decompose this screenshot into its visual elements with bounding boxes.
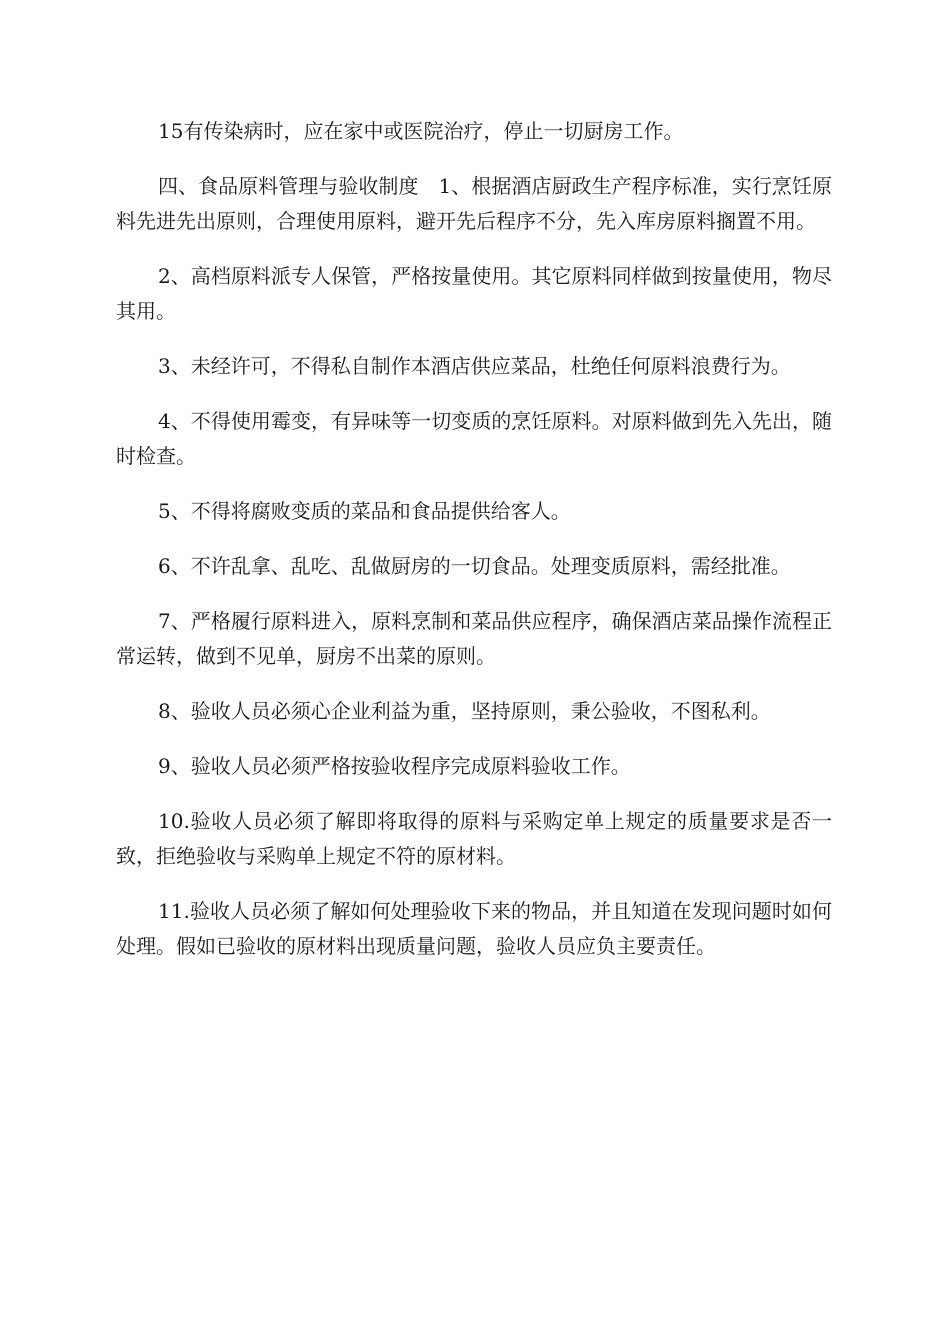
- paragraph-rule-4: 4、不得使用霉变，有异味等一切变质的烹饪原料。对原料做到先入先出，随时检查。: [116, 409, 832, 468]
- paragraph-rule-15: 15有传染病时，应在家中或医院治疗，停止一切厨房工作。: [158, 119, 684, 143]
- paragraph-rule-7: 7、严格履行原料进入，原料烹制和菜品供应程序，确保酒店菜品操作流程正常运转，做到不见单，厨房不出菜的原则。: [116, 609, 832, 668]
- paragraph-rule-8: 8、验收人员必须心企业利益为重，坚持原则，秉公验收，不图私利。: [158, 699, 771, 723]
- paragraph-rule-6: 6、不许乱拿、乱吃、乱做厨房的一切食品。处理变质原料，需经批准。: [158, 554, 791, 578]
- paragraph-rule-3: 3、未经许可，不得私自制作本酒店供应菜品，杜绝任何原料浪费行为。: [158, 354, 791, 378]
- paragraph-rule-2: 2、高档原料派专人保管，严格按量使用。其它原料同样做到按量使用，物尽其用。: [116, 264, 832, 323]
- paragraph-rule-5: 5、不得将腐败变质的菜品和食品提供给客人。: [158, 499, 571, 523]
- paragraph-rule-9: 9、验收人员必须严格按验收程序完成原料验收工作。: [158, 754, 631, 778]
- paragraph-rule-11: 11.验收人员必须了解如何处理验收下来的物品，并且知道在发现问题时如何处理。假如已验收的原材料出现质量问题，验收人员应负主要责任。: [116, 899, 832, 958]
- document-body: [116, 114, 832, 984]
- paragraph-rule-10: 10.验收人员必须了解即将取得的原料与采购定单上规定的质量要求是否一致，拒绝验收与采购单上规定不符的原材料。: [116, 809, 832, 868]
- paragraph-section-4-rule-1: 四、食品原料管理与验收制度 1、根据酒店厨政生产程序标准，实行烹饪原料先进先出原则，合理使用原料，避开先后程序不分，先入库房原料搁置不用。: [116, 174, 832, 233]
